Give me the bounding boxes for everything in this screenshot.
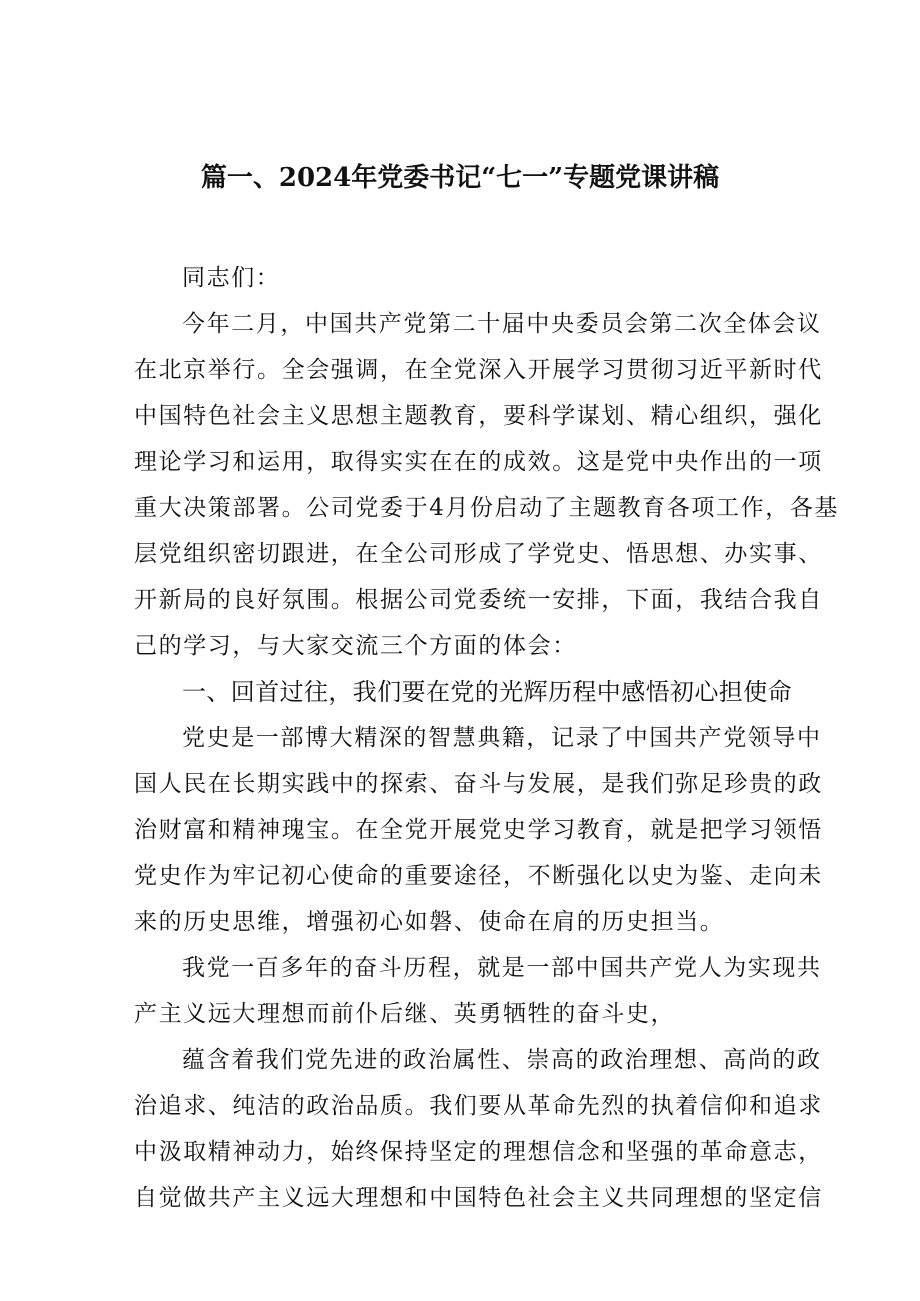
- text-line: 治追求、纯洁的政治品质。我们要从革命先烈的执着信仰和追求: [134, 1093, 823, 1119]
- paragraph-1: [134, 301, 840, 669]
- text-line: 在北京举行。全会强调，在全党深入开展学习贯彻习近平新时代: [134, 357, 823, 383]
- text-line: 层党组织密切跟进，在全公司形成了学党史、悟思想、办实事、: [134, 541, 823, 567]
- text-line: 国人民在长期实践中的探索、奋斗与发展，是我们弥足珍贵的政: [134, 771, 823, 797]
- text-line: 开新局的良好氛围。根据公司党委统一安排，下面，我结合我自: [134, 587, 823, 613]
- text-line: 今年二月，中国共产党第二十届中央委员会第二次全体会议: [182, 311, 822, 337]
- text-line: 来的历史思维，增强初心如磐、使命在肩的历史担当。: [134, 909, 725, 935]
- text-line: 产主义远大理想而前仆后继、英勇牺牲的奋斗史，: [134, 1001, 676, 1027]
- text-line: 中国特色社会主义思想主题教育，要科学谋划、精心组织，强化: [134, 403, 823, 429]
- text-line: 党史作为牢记初心使命的重要途径，不断强化以史为鉴、走向未: [134, 863, 823, 889]
- text-line: 自觉做共产主义远大理想和中国特色社会主义共同理想的坚定信: [134, 1185, 823, 1211]
- paragraph-3: [134, 945, 822, 1037]
- text-line: 党史是一部博大精深的智慧典籍，记录了中国共产党领导中: [182, 725, 822, 751]
- text-line: 重大决策部署。公司党委于4月份启动了主题教育各项工作，各基: [134, 495, 840, 521]
- salutation: 同志们：: [182, 265, 281, 291]
- paragraph-4: [134, 1037, 823, 1221]
- paragraph-2: [134, 715, 823, 945]
- document-title: 篇一、2024年党委书记“七一”专题党课讲稿: [200, 163, 720, 193]
- text-line: 理论学习和运用，取得实实在在的成效。这是党中央作出的一项: [134, 449, 823, 475]
- text-line: 蕴含着我们党先进的政治属性、崇高的政治理想、高尚的政: [182, 1047, 822, 1073]
- text-line: 我党一百多年的奋斗历程，就是一部中国共产党人为实现共: [182, 955, 822, 981]
- text-line: 中汲取精神动力，始终保持坚定的理想信念和坚强的革命意志，: [134, 1139, 823, 1165]
- text-line: 治财富和精神瑰宝。在全党开展党史学习教育，就是把学习领悟: [134, 817, 823, 843]
- text-line: 己的学习，与大家交流三个方面的体会：: [134, 633, 577, 659]
- document-body: [134, 255, 840, 1221]
- section-heading-1: 一、回首过往，我们要在党的光辉历程中感悟初心担使命: [182, 678, 792, 706]
